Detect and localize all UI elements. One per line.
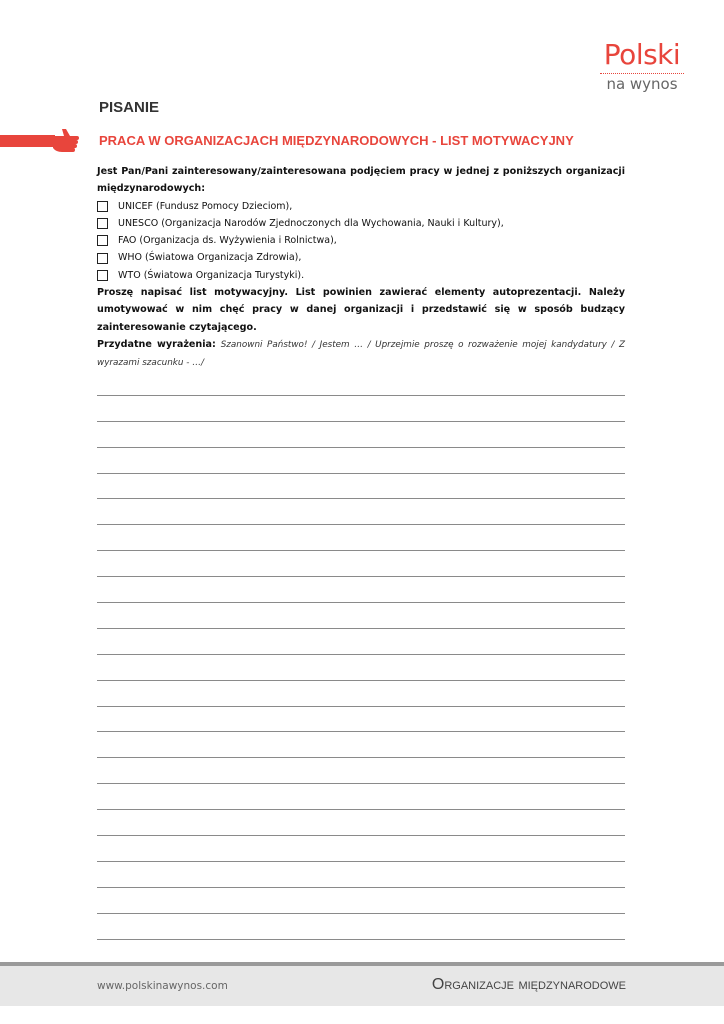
checkbox[interactable] <box>97 201 108 212</box>
writing-line[interactable] <box>97 810 625 836</box>
writing-line[interactable] <box>97 396 625 422</box>
writing-line[interactable] <box>97 499 625 525</box>
organization-item <box>97 249 625 266</box>
brand-logo <box>594 40 690 93</box>
writing-area[interactable] <box>97 370 625 940</box>
organization-item <box>97 267 625 284</box>
checkbox[interactable] <box>97 235 108 246</box>
organization-label: WHO (Światowa Organizacja Zdrowia), <box>118 252 302 264</box>
writing-line[interactable] <box>97 551 625 577</box>
checkbox[interactable] <box>97 270 108 281</box>
organization-list <box>97 198 625 284</box>
checkbox[interactable] <box>97 253 108 264</box>
footer <box>0 966 724 1006</box>
logo-divider <box>600 73 684 74</box>
useful-phrases-block <box>97 336 625 373</box>
organization-label: UNICEF (Fundusz Pomocy Dzieciom), <box>118 200 293 212</box>
writing-line[interactable] <box>97 681 625 707</box>
logo-sub-text: na wynos <box>606 75 678 93</box>
task-content <box>97 163 625 373</box>
organization-label: FAO (Organizacja ds. Wyżywienia i Rolnictwa), <box>118 235 337 247</box>
writing-line[interactable] <box>97 758 625 784</box>
writing-line[interactable] <box>97 525 625 551</box>
writing-line[interactable] <box>97 655 625 681</box>
writing-line[interactable] <box>97 836 625 862</box>
organization-label: UNESCO (Organizacja Narodów Zjednoczonych dla Wychowania, Nauki i Kultury), <box>118 217 504 229</box>
useful-phrases-label: Przydatne wyrażenia: <box>97 338 216 350</box>
organization-item <box>97 215 625 232</box>
task-instruction: Proszę napisać list motywacyjny. List powinien zawierać elementy autoprezentacji. Należy umotywować w nim chęć pracy w danej organizacji i przedstawić się w sposób budzący zainteresowanie czytającego. <box>97 287 625 333</box>
writing-line[interactable] <box>97 862 625 888</box>
organization-label: WTO (Światowa Organizacja Turystyki). <box>118 269 305 281</box>
writing-line[interactable] <box>97 914 625 940</box>
writing-line[interactable] <box>97 888 625 914</box>
checkbox[interactable] <box>97 218 108 229</box>
writing-line[interactable] <box>97 370 625 396</box>
organization-item <box>97 198 625 215</box>
task-intro: Jest Pan/Pani zainteresowany/zainteresowana podjęciem pracy w jednej z poniższych organizacji międzynarodowych: <box>97 166 625 195</box>
logo-main-text: Polski <box>603 38 681 71</box>
writing-line[interactable] <box>97 422 625 448</box>
banner-title: PRACA W ORGANIZACJACH MIĘDZYNARODOWYCH - LIST MOTYWACYJNY <box>99 133 574 148</box>
banner-accent-bar <box>0 135 55 147</box>
organization-item <box>97 232 625 249</box>
writing-line[interactable] <box>97 603 625 629</box>
footer-topic: Organizacje międzynarodowe <box>431 976 626 993</box>
writing-line[interactable] <box>97 732 625 758</box>
section-title: PISANIE <box>99 99 160 116</box>
useful-phrases-text: Szanowni Państwo! / Jestem … / Uprzejmie proszę o rozważenie mojej kandydatury / Z wyrazami szacunku - …/ <box>97 339 625 369</box>
footer-website[interactable]: www.polskinawynos.com <box>97 980 228 992</box>
pointing-hand-icon <box>50 126 80 154</box>
writing-line[interactable] <box>97 784 625 810</box>
writing-line[interactable] <box>97 474 625 500</box>
writing-line[interactable] <box>97 707 625 733</box>
writing-line[interactable] <box>97 629 625 655</box>
writing-line[interactable] <box>97 448 625 474</box>
writing-line[interactable] <box>97 577 625 603</box>
